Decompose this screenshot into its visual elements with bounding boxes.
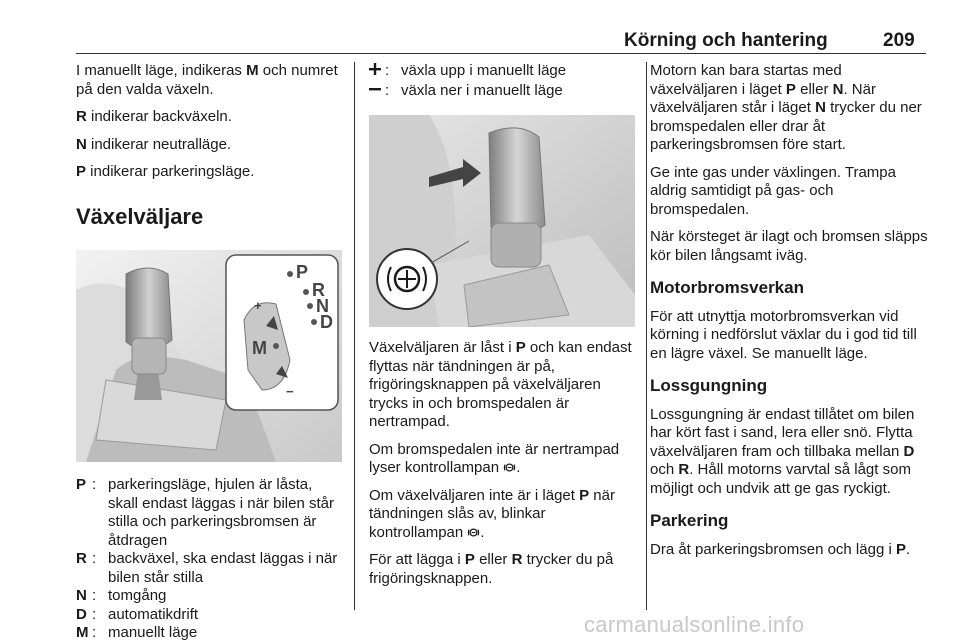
definition-text: backväxel, ska endast läggas i när bilen står stilla	[108, 550, 338, 586]
definition-key: P	[76, 476, 87, 493]
c3p5-suffix: . Håll motorns varvtal så lågt som möjligt och undvik att ge gas ryckigt.	[650, 461, 911, 497]
para-release	[369, 551, 635, 588]
para-parking	[650, 541, 928, 560]
para1-suffix: och kan endast flyttas när tändningen är på, frigöringsknappen på växelväljaren trycks in och bromspedalen är nertrampad.	[369, 339, 632, 430]
para-brake-light	[369, 441, 635, 478]
r-paragraph	[76, 108, 342, 127]
release-button-figure	[369, 115, 635, 327]
brake-indicator-icon	[467, 526, 480, 539]
intro-paragraph	[76, 62, 342, 99]
column-divider	[646, 62, 647, 610]
c3p1-key3: N	[815, 99, 826, 116]
para4-suffix: trycker du på frigöringsknappen.	[369, 551, 614, 587]
definition-list	[76, 476, 342, 643]
c3p1-mid: eller	[795, 80, 833, 98]
para-blink	[369, 487, 635, 543]
para-creep: När körsteget är ilagt och bromsen släpps kör bilen långsamt iväg.	[650, 228, 928, 264]
minus-row	[369, 82, 635, 102]
n-paragraph	[76, 136, 342, 155]
c3p5-key1: D	[903, 442, 915, 460]
definition-row	[76, 606, 342, 625]
label-d: D	[320, 312, 333, 332]
n-key: N	[76, 135, 87, 153]
c3p1-prefix: Motorn kan bara startas med växelväljaren i läget	[650, 62, 842, 98]
para3-key: P	[579, 486, 590, 504]
definition-colon: :	[92, 476, 97, 493]
minus-icon	[369, 82, 385, 102]
heading-engine-braking: Motorbromsverkan	[650, 278, 804, 297]
para4-prefix: För att lägga i	[369, 551, 465, 568]
c3p5-mid: och	[650, 461, 679, 478]
c3p6-end: .	[905, 540, 911, 558]
para2-text: Om bromspedalen inte är nertrampad lyser kontrollampan	[369, 440, 620, 476]
page-number: 209	[883, 30, 915, 51]
plus-row	[369, 62, 635, 82]
column-1	[76, 62, 342, 643]
gear-selector-figure	[76, 250, 342, 462]
c3p1-key1: P	[785, 80, 796, 98]
definition-text: parkeringsläge, hjulen är låsta, skall endast läggas i när bilen står stilla och parkeringsbromsen är åtdragen	[108, 476, 334, 549]
definition-row	[76, 587, 342, 606]
p-text: indikerar parkeringsläge.	[86, 163, 255, 180]
label-plus: +	[254, 298, 262, 313]
definition-row	[76, 550, 342, 587]
para1-key: P	[515, 339, 526, 356]
definition-colon: :	[92, 605, 97, 623]
release-button-illustration	[369, 115, 635, 327]
para3-mid: när tändningen slås av, blinkar kontrollampan	[369, 486, 615, 541]
definition-colon: :	[92, 587, 97, 604]
intro-suffix: och numret på den valda växeln.	[76, 62, 338, 98]
plus-icon	[369, 62, 385, 82]
heading-rocking: Lossgungning	[650, 376, 768, 395]
n-text: indikerar neutralläge.	[86, 135, 232, 153]
heading-gear-selector: Växelväljare	[76, 203, 204, 229]
minus-colon: :	[385, 81, 390, 99]
definition-colon: :	[92, 624, 97, 641]
brake-indicator-icon	[503, 461, 516, 474]
c3p6-prefix: Dra åt parkeringsbromsen och lägg i	[650, 540, 896, 558]
definition-key: M	[76, 624, 89, 641]
para-start	[650, 62, 928, 155]
definition-key: D	[76, 605, 87, 623]
label-minus: −	[286, 384, 294, 399]
para-rocking	[650, 406, 928, 499]
intro-prefix: I manuellt läge, indikeras	[76, 62, 247, 79]
p-key: P	[76, 163, 87, 180]
minus-text: växla ner i manuellt läge	[401, 81, 563, 99]
para2-end: .	[516, 459, 521, 476]
definition-key: N	[76, 587, 87, 604]
para-no-gas: Ge inte gas under växlingen. Trampa aldrig samtidigt på gas- och bromspedalen.	[650, 163, 896, 218]
r-key: R	[76, 108, 87, 125]
definition-row	[76, 624, 342, 643]
c3p1-mid2: . När växelväljaren står i läget	[650, 80, 876, 116]
label-p: P	[296, 262, 309, 282]
para4-mid: eller	[474, 551, 512, 568]
para3-prefix: Om växelväljaren inte är i läget	[369, 486, 580, 504]
header-rule	[76, 53, 926, 54]
c3p5-key2: R	[678, 461, 690, 478]
label-n: N	[316, 296, 329, 316]
section-title: Körning och hantering	[624, 30, 828, 51]
c3p1-key2: N	[832, 80, 844, 98]
gear-selector-illustration	[76, 250, 342, 462]
para4-key1: P	[464, 551, 475, 568]
definition-colon: :	[92, 550, 97, 567]
heading-parking: Parkering	[650, 511, 729, 530]
definition-text: automatikdrift	[108, 605, 199, 623]
para-locked	[369, 339, 635, 432]
label-m: M	[252, 338, 267, 358]
c3p1-suffix: trycker du ner bromspedalen eller drar åt parkeringsbromsen före start.	[650, 99, 922, 153]
definition-row	[76, 476, 342, 550]
c3p6-key: P	[895, 540, 906, 558]
definition-text: tomgång	[108, 587, 167, 604]
c3p5-prefix: Lossgungning är endast tillåtet om bilen har kört fast i sand, lera eller snö. Flytta växelväljaren fram och tillbaka mellan	[650, 405, 915, 460]
para4-key2: R	[511, 551, 523, 568]
label-r: R	[312, 280, 325, 300]
definition-text: manuellt läge	[108, 624, 198, 641]
column-divider	[354, 62, 355, 610]
para1-prefix: Växelväljaren är låst i	[369, 339, 516, 356]
watermark: carmanualsonline.info	[584, 612, 805, 637]
definition-key: R	[76, 550, 87, 567]
r-text: indikerar backväxeln.	[86, 108, 232, 125]
column-2	[369, 62, 635, 597]
para3-end: .	[480, 523, 485, 541]
intro-key: M	[246, 62, 259, 79]
plus-text: växla upp i manuellt läge	[401, 62, 567, 79]
plus-colon: :	[385, 62, 390, 79]
para-engine-braking: För att utnyttja motorbromsverkan vid körning i nedförslut växlar du i god tid till en lägre växel. Se manuellt läge.	[650, 307, 917, 362]
column-3	[650, 62, 928, 568]
p-paragraph	[76, 163, 342, 182]
